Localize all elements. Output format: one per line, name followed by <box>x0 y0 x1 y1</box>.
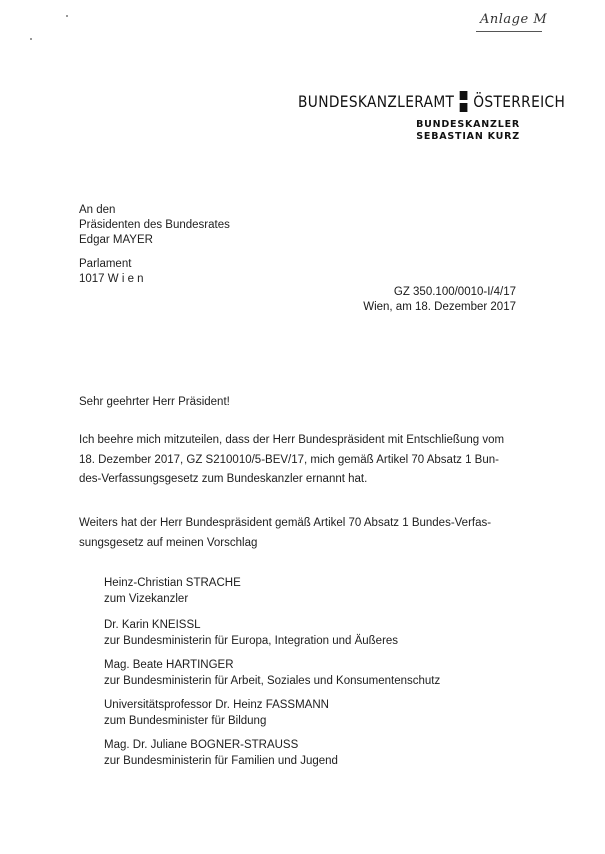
paragraph-proposal <box>79 514 519 553</box>
paragraph-line: des-Verfassungsgesetz zum Bundeskanzler ernannt hat. <box>79 473 368 485</box>
ministry-name: BUNDESKANZLERAMT <box>298 91 455 111</box>
paragraph-appointment <box>79 431 519 490</box>
appointee-role: zum Bundesminister für Bildung <box>104 715 267 727</box>
appointment-item <box>104 697 329 729</box>
paragraph-line: Ich beehre mich mitzuteilen, dass der Herr Bundespräsident mit Entschließung vom <box>79 434 505 446</box>
office-holder: SEBASTIAN KURZ <box>416 131 520 142</box>
reference-number: GZ 350.100/0010-I/4/17 <box>393 286 516 298</box>
scan-speck <box>66 15 68 17</box>
appointee-name: Universitätsprofessor Dr. Heinz FASSMANN <box>104 699 329 711</box>
recipient-line: An den <box>79 204 116 216</box>
coat-logo-icon <box>459 90 467 112</box>
salutation: Sehr geehrter Herr Präsident! <box>79 396 230 408</box>
handwritten-annotation: Anlage M <box>480 12 548 27</box>
ministry-country: ÖSTERREICH <box>473 91 566 111</box>
recipient-name: Edgar MAYER <box>79 234 153 246</box>
appointment-item <box>104 737 338 769</box>
office-title: BUNDESKANZLER <box>416 119 520 130</box>
appointee-role: zur Bundesministerin für Familien und Jugend <box>104 755 338 767</box>
paragraph-line: 18. Dezember 2017, GZ S210010/5-BEV/17, mich gemäß Artikel 70 Absatz 1 Bun- <box>79 453 499 466</box>
letter-date: Wien, am 18. Dezember 2017 <box>363 301 516 313</box>
recipient-line: Parlament <box>79 258 132 270</box>
scan-speck <box>30 38 32 40</box>
appointee-role: zur Bundesministerin für Europa, Integration und Äußeres <box>104 635 399 647</box>
appointment-item <box>104 617 398 649</box>
appointee-name: Mag. Dr. Juliane BOGNER-STRAUSS <box>104 739 299 751</box>
appointee-name: Mag. Beate HARTINGER <box>104 659 234 671</box>
appointee-role: zum Vizekanzler <box>104 593 189 605</box>
ministry-header <box>298 90 565 112</box>
appointee-name: Dr. Karin KNEISSL <box>104 619 201 631</box>
paragraph-line: Weiters hat der Herr Bundespräsident gemäß Artikel 70 Absatz 1 Bundes-Verfas- <box>79 517 492 529</box>
recipient-city: 1017 W i e n <box>79 273 144 285</box>
annotation-underline <box>476 31 542 32</box>
appointment-item <box>104 657 440 689</box>
recipient-line: Präsidenten des Bundesrates <box>79 219 230 231</box>
appointee-role: zur Bundesministerin für Arbeit, Soziales und Konsumentenschutz <box>104 675 441 687</box>
appointee-name: Heinz-Christian STRACHE <box>104 577 241 589</box>
paragraph-line: sungsgesetz auf meinen Vorschlag <box>79 536 258 549</box>
appointment-item <box>104 575 241 607</box>
